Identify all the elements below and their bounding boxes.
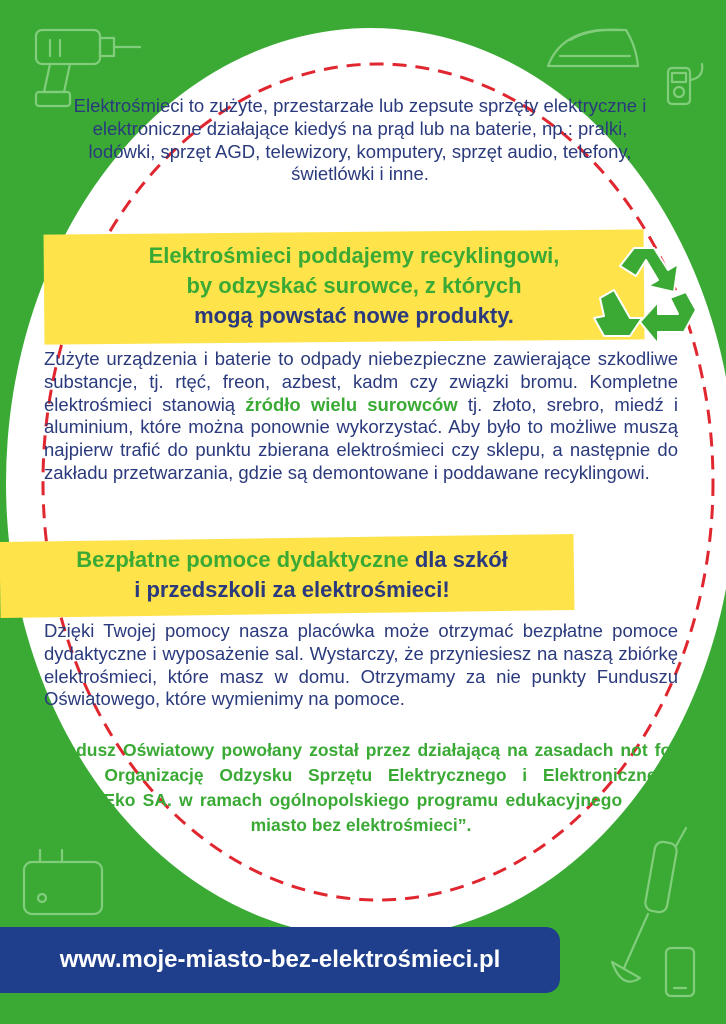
website-link[interactable]: www.moje-miasto-bez-elektrośmieci.pl	[59, 946, 501, 973]
paragraph-help: Dzięki Twojej pomocy nasza placówka może otrzymać bezpłatne pomoce dydaktyczne i wyposażenie sal. Wystarczy, że przyniesiesz na naszą zbiórkę elektrośmieci, które masz w domu. Otrzymamy za nie punkty Funduszu Oświatowego, które wymienimy na pomoce.	[44, 620, 678, 710]
banner-teaching-aids-text	[22, 545, 562, 605]
para1-highlight: źródło wielu surowców	[245, 393, 458, 415]
banner2-green: Bezpłatne pomoce dydaktyczne	[76, 547, 409, 572]
banner2-line2: i przedszkoli za elektrośmieci!	[134, 577, 450, 602]
recycle-icon	[590, 240, 702, 350]
paragraph-hazards	[44, 348, 678, 485]
para1-after: tj. złoto, srebro, miedź i aluminium, które można ponownie wykorzystać. Aby było to możliwe muszą najpierw trafić do punktu zbierana elektrośmieci czy sklepu, a następnie do zakładu przetwarzania, gdzie są demontowane i poddawane recyklingowi.	[44, 393, 678, 483]
banner-recycling-text	[94, 241, 614, 331]
banner1-line1: Elektrośmieci poddajemy recyklingowi,	[148, 243, 560, 268]
banner2-navy: dla szkół	[408, 547, 508, 572]
banner1-line2: by odzyskać surowce, z których	[186, 273, 522, 298]
paragraph-fund: Fundusz Oświatowy powołany został przez działającą na zasadach not for profit Organizację Odzysku Sprzętu Elektrycznego i Elektronicznego ElektroEko SA. w ramach ogólnopolskiego programu edukacyjnego „Moje miasto bez elektrośmieci”.	[44, 740, 678, 835]
para1-before: Zużyte urządzenia i baterie to odpady niebezpieczne zawierające szkodliwe substancje, tj. rtęć, freon, azbest, kadm czy związki bromu. Kompletne elektrośmieci stanowią	[44, 348, 678, 415]
intro-paragraph: Elektrośmieci to zużyte, przestarzałe lub zepsute sprzęty elektryczne i elektroniczne działające kiedyś na prąd lub na baterie, np.: pralki, lodówki, sprzęt AGD, telewizory, komputery, sprzęt audio, telefony, świetlówki i inne.	[73, 95, 647, 185]
banner1-line3: mogą powstać nowe produkty.	[194, 303, 514, 328]
